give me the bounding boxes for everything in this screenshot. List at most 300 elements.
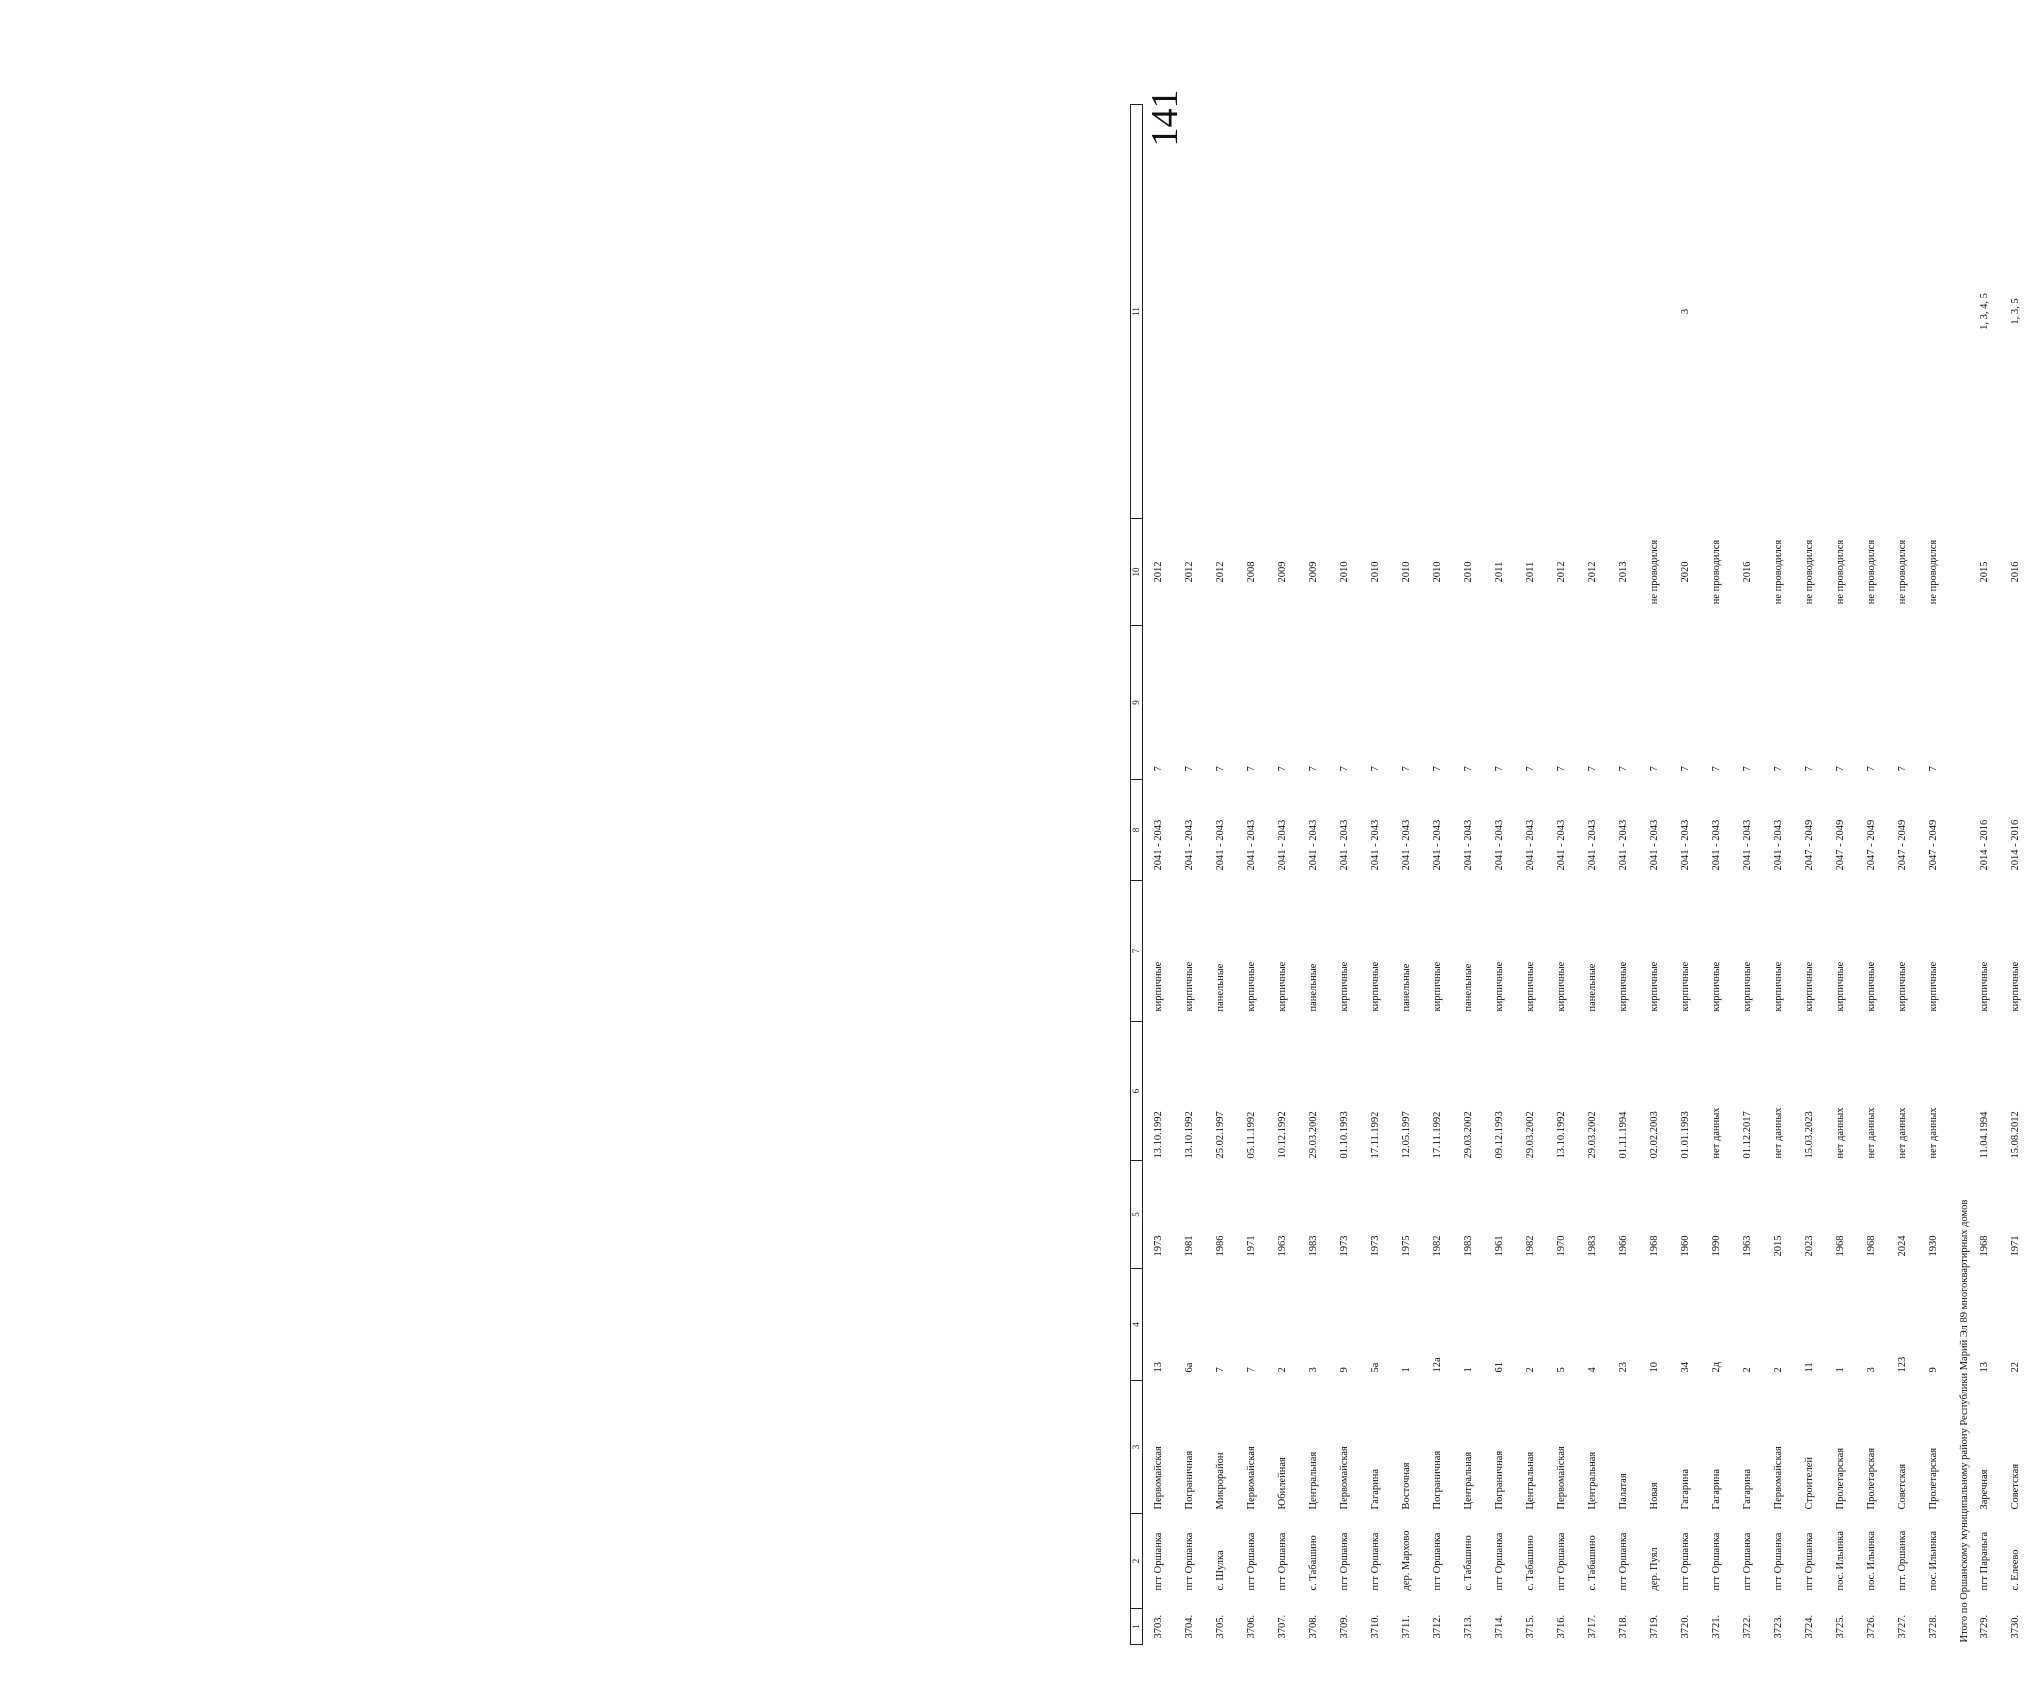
table-cell: кирпичные: [1711, 961, 1722, 1012]
table-cell: 7: [1432, 766, 1443, 772]
table-cell: кирпичные: [1184, 961, 1195, 1012]
table-cell: 3727.: [1897, 1614, 1908, 1639]
table-cell: 2014 - 2016: [2010, 819, 2021, 871]
table-cell: 1990: [1711, 1235, 1722, 1257]
table-row: [1969, 105, 2000, 1645]
table-cell: Пролетарская: [1866, 1447, 1877, 1510]
table-cell: 2008: [1246, 561, 1257, 583]
table-cell: 2011: [1494, 561, 1505, 583]
table-row: [1701, 105, 1732, 1645]
table-cell: 7: [1773, 766, 1784, 772]
table-cell: пгт Параньга: [1979, 1531, 1990, 1591]
table-row: [1546, 105, 1577, 1645]
table-cell: [1639, 105, 1670, 519]
table-cell: 2012: [1556, 561, 1567, 583]
table-cell: 1968: [1979, 1235, 1990, 1257]
table-cell: [1236, 105, 1267, 519]
table-cell: дер. Мархово: [1401, 1530, 1412, 1591]
table-cell: 15.03.2023: [1804, 1111, 1815, 1159]
table-cell: 2047 - 2049: [1835, 819, 1846, 871]
table-cell: 2016: [1742, 561, 1753, 583]
table-cell: 2041 - 2043: [1556, 819, 1567, 871]
table-cell: [1422, 105, 1453, 519]
table-cell: кирпичные: [1649, 961, 1660, 1012]
table-cell: Пограничная: [1432, 1450, 1443, 1510]
table-cell: 3705.: [1215, 1614, 1226, 1639]
table-cell: 7: [1742, 766, 1753, 772]
table-cell: Заречная: [1979, 1469, 1990, 1510]
table-cell: кирпичные: [1370, 961, 1381, 1012]
table-cell: 2020: [1680, 561, 1691, 583]
table-cell: 1983: [1587, 1235, 1598, 1257]
table-cell: 1963: [1742, 1235, 1753, 1257]
table-cell: 3712.: [1432, 1614, 1443, 1639]
table-cell: пгт Оршанка: [1153, 1532, 1164, 1591]
table-cell: не проводился: [1773, 539, 1784, 605]
table-cell: Гагарина: [1680, 1468, 1691, 1510]
table-cell: не проводился: [1711, 539, 1722, 605]
table-row: [1329, 105, 1360, 1645]
table-cell: пос. Ильинка: [1835, 1531, 1846, 1591]
table-cell: пгт. Оршанка: [1897, 1530, 1908, 1591]
table-cell: кирпичные: [1494, 961, 1505, 1012]
table-cell: 4: [1587, 1367, 1598, 1373]
table-cell: 09.12.1993: [1494, 1111, 1505, 1159]
table-cell: 2010: [1432, 561, 1443, 583]
table-cell: панельные: [1308, 963, 1319, 1012]
table-cell: нет данных: [1897, 1107, 1908, 1159]
table-cell: нет данных: [1835, 1107, 1846, 1159]
table-cell: кирпичные: [1339, 961, 1350, 1012]
table-cell: 1983: [1308, 1235, 1319, 1257]
table-cell: 7: [1339, 766, 1350, 772]
table-cell: пгт Оршанка: [1184, 1532, 1195, 1591]
table-cell: 11.04.1994: [1979, 1111, 1990, 1159]
table-cell: 9: [1339, 1367, 1350, 1373]
table-cell: пгт Оршанка: [1711, 1532, 1722, 1591]
table-cell: 2024: [1897, 1235, 1908, 1257]
table-cell: [1732, 105, 1763, 519]
table-cell: кирпичные: [1680, 961, 1691, 1012]
table-cell: пгт Оршанка: [1618, 1532, 1629, 1591]
table-cell: Пролетарская: [1928, 1447, 1939, 1510]
table-cell: 1982: [1432, 1235, 1443, 1257]
table-cell: 3718.: [1618, 1614, 1629, 1639]
table-cell: кирпичные: [1246, 961, 1257, 1012]
table-cell: 13.10.1992: [1153, 1111, 1164, 1159]
table-cell: панельные: [1587, 963, 1598, 1012]
table-cell: 9: [1928, 1367, 1939, 1373]
col-header: 5: [1131, 1161, 1143, 1269]
table-cell: пгт Оршанка: [1742, 1532, 1753, 1591]
column-numbers-row: [1131, 105, 1143, 1645]
table-cell: 2041 - 2043: [1401, 819, 1412, 871]
page-number: 141: [1144, 89, 1186, 147]
table-row: [1515, 105, 1546, 1645]
table-cell: 7: [1556, 766, 1567, 772]
table-cell: с. Шулка: [1215, 1550, 1226, 1591]
table-cell: 2041 - 2043: [1153, 819, 1164, 871]
table-cell: пгт Оршанка: [1277, 1532, 1288, 1591]
table-cell: 6а: [1184, 1362, 1195, 1373]
table-cell: 1930: [1928, 1235, 1939, 1257]
table-cell: 2047 - 2049: [1928, 819, 1939, 871]
table-cell: кирпичные: [1835, 961, 1846, 1012]
table-cell: [1453, 105, 1484, 519]
table-cell: 2041 - 2043: [1711, 819, 1722, 871]
table-cell: 7: [1711, 766, 1722, 772]
table-cell: 3729.: [1979, 1614, 1990, 1639]
table-cell: кирпичные: [1897, 961, 1908, 1012]
table-cell: 3724.: [1804, 1614, 1815, 1639]
table-cell: 23: [1618, 1362, 1629, 1373]
table-cell: 7: [1308, 766, 1319, 772]
table-cell: не проводился: [1866, 539, 1877, 605]
table-cell: кирпичные: [1277, 961, 1288, 1012]
table-cell: Центральная: [1463, 1451, 1474, 1510]
table-cell: 11: [1804, 1362, 1815, 1373]
table-cell: 2: [1742, 1367, 1753, 1373]
table-row: [1639, 105, 1670, 1645]
table-cell: 2041 - 2043: [1370, 819, 1381, 871]
table-cell: 29.03.2002: [1525, 1111, 1536, 1159]
table-cell: 29.03.2002: [1308, 1111, 1319, 1159]
table-cell: [1918, 105, 1949, 519]
table-cell: 10.12.1992: [1277, 1111, 1288, 1159]
table-cell: 02.02.2003: [1649, 1111, 1660, 1159]
table-row: [1763, 105, 1794, 1645]
table-cell: 2: [1277, 1367, 1288, 1373]
table-cell: 1983: [1463, 1235, 1474, 1257]
table-cell: 29.03.2002: [1463, 1111, 1474, 1159]
table-cell: Гагарина: [1370, 1468, 1381, 1510]
table-cell: 7: [1494, 766, 1505, 772]
table-cell: 2041 - 2043: [1618, 819, 1629, 871]
table-cell: 7: [1835, 766, 1846, 772]
table-cell: 2015: [1773, 1235, 1784, 1257]
table-cell: Первомайская: [1246, 1446, 1257, 1510]
table-row: [1577, 105, 1608, 1645]
table-cell: 3726.: [1866, 1614, 1877, 1639]
table-cell: 1986: [1215, 1235, 1226, 1257]
table-cell: 7: [1215, 766, 1226, 772]
table-cell: 01.01.1993: [1680, 1111, 1691, 1159]
table-cell: Гагарина: [1711, 1468, 1722, 1510]
table-cell: нет данных: [1866, 1107, 1877, 1159]
table-cell: [1546, 105, 1577, 519]
table-cell: не проводился: [1804, 539, 1815, 605]
table-cell: 3716.: [1556, 1614, 1567, 1639]
table-cell: кирпичные: [1525, 961, 1536, 1012]
table-cell: 1973: [1153, 1235, 1164, 1257]
table-cell: Восточная: [1401, 1462, 1412, 1510]
table-cell: 1960: [1680, 1235, 1691, 1257]
table-cell: 01.10.1993: [1339, 1111, 1350, 1159]
table-cell: 1971: [2010, 1235, 2021, 1257]
table-cell: 2010: [1401, 561, 1412, 583]
table-cell: 7: [1587, 766, 1598, 772]
table-cell: 7: [1401, 766, 1412, 772]
table-cell: не проводился: [1835, 539, 1846, 605]
table-cell: Новая: [1649, 1482, 1660, 1510]
table-cell: с. Табашино: [1463, 1535, 1474, 1591]
table-cell: 2041 - 2043: [1680, 819, 1691, 871]
table-cell: 7: [1246, 1367, 1257, 1373]
table-cell: 3713.: [1463, 1614, 1474, 1639]
table-cell: Центральная: [1525, 1451, 1536, 1510]
table-cell: 7: [1246, 766, 1257, 772]
col-header: 11: [1131, 105, 1143, 519]
table-row: [1887, 105, 1918, 1645]
table-cell: 2014 - 2016: [1979, 819, 1990, 871]
table-cell: 2012: [1215, 561, 1226, 583]
table-cell: [1329, 105, 1360, 519]
table-cell: кирпичные: [1556, 961, 1567, 1012]
table-cell: пгт Оршанка: [1680, 1532, 1691, 1591]
table-row: [1608, 105, 1639, 1645]
table-cell: кирпичные: [1804, 961, 1815, 1012]
table-cell: пгт Оршанка: [1432, 1532, 1443, 1591]
table-cell: 2047 - 2049: [1866, 819, 1877, 871]
table-cell: 1: [1463, 1367, 1474, 1373]
table-cell: [1763, 105, 1794, 519]
table-cell: 13.10.1992: [1556, 1111, 1567, 1159]
col-header: 6: [1131, 1022, 1143, 1161]
table-cell: 2041 - 2043: [1215, 819, 1226, 871]
table-cell: нет данных: [1928, 1107, 1939, 1159]
table-cell: с. Табашино: [1525, 1535, 1536, 1591]
table-cell: Первомайская: [1339, 1446, 1350, 1510]
table-cell: кирпичные: [1773, 961, 1784, 1012]
table-cell: Строителей: [1804, 1457, 1815, 1510]
table-cell: 01.11.1994: [1618, 1111, 1629, 1159]
table-cell: 1: [1835, 1367, 1846, 1373]
table-row: [1732, 105, 1763, 1645]
table-cell: 3725.: [1835, 1614, 1846, 1639]
table-cell: 3719.: [1649, 1614, 1660, 1639]
table-cell: 2010: [1463, 561, 1474, 583]
table-cell: [1856, 105, 1887, 519]
table-cell: [1515, 105, 1546, 519]
table-cell: панельные: [1401, 963, 1412, 1012]
summary-text: Итого по Оршанскому муниципальному району Республики Марий Эл 89 многоквартирных домов: [1958, 1199, 1970, 1643]
table-cell: 2011: [1525, 561, 1536, 583]
table-cell: [1143, 105, 1175, 519]
table-cell: 3707.: [1277, 1614, 1288, 1639]
table-row: [1267, 105, 1298, 1645]
table-cell: кирпичные: [1432, 961, 1443, 1012]
table-row: [1794, 105, 1825, 1645]
table-cell: 2: [1773, 1367, 1784, 1373]
table-cell: 2041 - 2043: [1525, 819, 1536, 871]
table-cell: 2041 - 2043: [1308, 819, 1319, 871]
table-cell: [1205, 105, 1236, 519]
table-cell: с. Табашино: [1308, 1535, 1319, 1591]
table-cell: [1267, 105, 1298, 519]
table-cell: 15.08.2012: [2010, 1111, 2021, 1159]
table-cell: 7: [1215, 1367, 1226, 1373]
table-row: [1360, 105, 1391, 1645]
table-cell: дер. Пуял: [1649, 1547, 1660, 1591]
table-cell: [1298, 105, 1329, 519]
table-row: [1205, 105, 1236, 1645]
table-cell: 1971: [1246, 1235, 1257, 1257]
table-cell: 3709.: [1339, 1614, 1350, 1639]
table-row: [1670, 105, 1701, 1645]
table-cell: [1174, 105, 1205, 519]
table-cell: нет данных: [1773, 1107, 1784, 1159]
table-cell: [1360, 105, 1391, 519]
table-cell: [1608, 105, 1639, 519]
table-cell: 3704.: [1184, 1614, 1195, 1639]
table-cell: кирпичные: [2010, 961, 2021, 1012]
table-cell: 1973: [1370, 1235, 1381, 1257]
table-cell: 3: [1308, 1367, 1319, 1373]
table-cell: не проводился: [1897, 539, 1908, 605]
table-cell: 2013: [1618, 561, 1629, 583]
table-cell: кирпичные: [1979, 961, 1990, 1012]
table-cell: Советская: [1897, 1463, 1908, 1510]
table-cell: кирпичные: [1866, 961, 1877, 1012]
table-cell: пгт Оршанка: [1804, 1532, 1815, 1591]
table-cell: с. Елеево: [2010, 1549, 2021, 1591]
table-cell: 2015: [1979, 561, 1990, 583]
table-cell: 7: [1680, 766, 1691, 772]
table-cell: 5: [1556, 1367, 1567, 1373]
table-cell: пгт Оршанка: [1246, 1532, 1257, 1591]
table-cell: 7: [1153, 766, 1164, 772]
table-cell: 2012: [1587, 561, 1598, 583]
table-cell: 2047 - 2049: [1804, 819, 1815, 871]
houses-table: [1130, 104, 2031, 1645]
table-cell: 3: [1866, 1367, 1877, 1373]
table-cell: 3703.: [1153, 1614, 1164, 1639]
table-cell: 2041 - 2043: [1649, 819, 1660, 871]
table-cell: Гагарина: [1742, 1468, 1753, 1510]
table-cell: 2012: [1184, 561, 1195, 583]
table-cell: 3: [1680, 308, 1691, 315]
table-cell: 3714.: [1494, 1614, 1505, 1639]
table-cell: Первомайская: [1153, 1446, 1164, 1510]
table-cell: [1391, 105, 1422, 519]
table-cell: [1794, 105, 1825, 519]
table-row: [1825, 105, 1856, 1645]
table-cell: 12а: [1432, 1357, 1443, 1373]
table-cell: 2041 - 2043: [1246, 819, 1257, 871]
table-cell: 2047 - 2049: [1897, 819, 1908, 871]
col-header: 1: [1131, 1609, 1143, 1645]
table-cell: 2041 - 2043: [1432, 819, 1443, 871]
table-cell: 7: [1649, 766, 1660, 772]
table-cell: Палатая: [1618, 1473, 1629, 1510]
table-row: [1298, 105, 1329, 1645]
table-row: [1143, 105, 1175, 1645]
table-cell: [1701, 105, 1732, 519]
table-cell: 7: [1928, 766, 1939, 772]
table-cell: 2010: [1339, 561, 1350, 583]
table-cell: 34: [1680, 1362, 1691, 1373]
table-cell: 1981: [1184, 1235, 1195, 1257]
table-cell: 2023: [1804, 1235, 1815, 1257]
table-cell: 2009: [1277, 561, 1288, 583]
table-cell: [1969, 626, 2000, 780]
table-cell: панельные: [1215, 963, 1226, 1012]
rotated-table-container: [1130, 105, 2031, 1645]
summary-cell: [1949, 105, 1969, 1645]
table-cell: 1, 3, 5: [2010, 298, 2021, 325]
table-cell: 1975: [1401, 1235, 1412, 1257]
table-cell: 2: [1525, 1367, 1536, 1373]
table-cell: Советская: [2010, 1463, 2021, 1510]
table-cell: Пограничная: [1494, 1450, 1505, 1510]
table-cell: 13.10.1992: [1184, 1111, 1195, 1159]
table-cell: 2010: [1370, 561, 1381, 583]
table-cell: 2041 - 2043: [1184, 819, 1195, 871]
table-cell: кирпичные: [1153, 961, 1164, 1012]
table-cell: 29.03.2002: [1587, 1111, 1598, 1159]
table-cell: Центральная: [1587, 1451, 1598, 1510]
table-cell: 1968: [1866, 1235, 1877, 1257]
table-cell: 123: [1897, 1356, 1908, 1373]
table-cell: 3728.: [1928, 1614, 1939, 1639]
table-cell: пгт Оршанка: [1370, 1532, 1381, 1591]
table-cell: 17.11.1992: [1370, 1111, 1381, 1159]
table-cell: 3717.: [1587, 1614, 1598, 1639]
table-body: [1143, 105, 2031, 1645]
table-cell: 13: [1979, 1362, 1990, 1373]
table-cell: 22: [2010, 1362, 2021, 1373]
table-cell: Пролетарская: [1835, 1447, 1846, 1510]
table-cell: 1968: [1649, 1235, 1660, 1257]
table-row: [1484, 105, 1515, 1645]
table-cell: 2012: [1153, 561, 1164, 583]
table-cell: Пограничная: [1184, 1450, 1195, 1510]
table-cell: 3706.: [1246, 1614, 1257, 1639]
table-cell: 3730.: [2010, 1614, 2021, 1639]
table-cell: 5а: [1370, 1362, 1381, 1373]
table-row: [1174, 105, 1205, 1645]
table-cell: 7: [1277, 766, 1288, 772]
table-cell: 1982: [1525, 1235, 1536, 1257]
table-row: [1236, 105, 1267, 1645]
col-header: 4: [1131, 1269, 1143, 1381]
table-cell: 2009: [1308, 561, 1319, 583]
table-cell: 2041 - 2043: [1587, 819, 1598, 871]
col-header: 7: [1131, 881, 1143, 1022]
table-cell: пгт Оршанка: [1556, 1532, 1567, 1591]
table-cell: кирпичные: [1742, 961, 1753, 1012]
col-header: 8: [1131, 780, 1143, 881]
col-header: 2: [1131, 1514, 1143, 1609]
table-row: [1391, 105, 1422, 1645]
table-row: [1422, 105, 1453, 1645]
table-cell: [1577, 105, 1608, 519]
table-cell: [1484, 105, 1515, 519]
table-cell: 3720.: [1680, 1614, 1691, 1639]
col-header: 3: [1131, 1381, 1143, 1514]
col-header: 10: [1131, 519, 1143, 626]
table-cell: пгт Оршанка: [1339, 1532, 1350, 1591]
table-cell: Первомайская: [1773, 1446, 1784, 1510]
table-row: [1918, 105, 1949, 1645]
table-cell: пгт Оршанка: [1494, 1532, 1505, 1591]
table-cell: кирпичные: [1928, 961, 1939, 1012]
table-cell: 2041 - 2043: [1494, 819, 1505, 871]
table-cell: 7: [1463, 766, 1474, 772]
table-cell: 7: [1525, 766, 1536, 772]
table-cell: 25.02.1997: [1215, 1111, 1226, 1159]
table-row: [1453, 105, 1484, 1645]
